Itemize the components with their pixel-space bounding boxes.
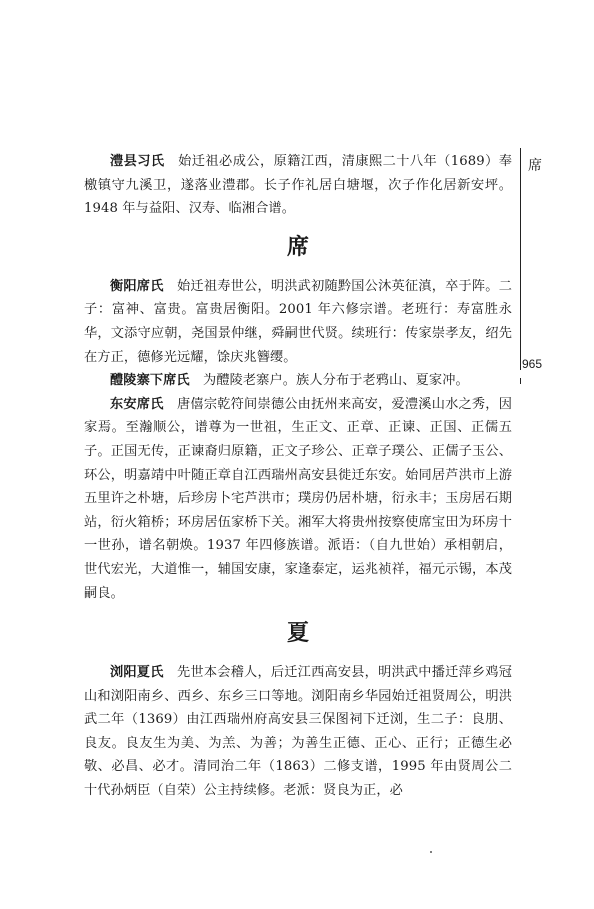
clan-name: 澧县习氏 — [110, 154, 165, 169]
surname-heading: 夏 — [286, 621, 310, 647]
genealogy-entry — [84, 275, 512, 369]
genealogy-entry — [84, 661, 512, 803]
genealogy-entry — [84, 150, 512, 221]
clan-name: 醴陵寨下席氏 — [110, 373, 190, 389]
clan-description: 始迁祖必成公，原籍江西，清康熙二十八年（1689）奉檄镇守九溪卫，遂落业澧郡。长子作礼居白塘堰，次子作化居新安坪。1948 年与益阳、汉寿、临湘合谱。 — [84, 154, 512, 217]
scan-speck — [430, 851, 432, 853]
margin-rule-lower — [520, 378, 521, 384]
page-number: 965 — [522, 357, 543, 371]
genealogy-entry — [84, 393, 512, 605]
clan-description: 为醴陵老寨户。族人分布于老鸦山、夏家冲。 — [203, 373, 469, 389]
genealogy-entry — [84, 369, 512, 393]
clan-description: 始迁祖寿世公，明洪武初随黔国公沐英征滇，卒于阵。二子：富神、富贵。富贵居衡阳。2001 年六修宗谱。老班行：寿富胜永华，文添守应朝，尧国景仲继，舜嗣世代贤。续班行：传家崇孝友，绍先在方正，德修光远耀，馀庆兆簪缨。 — [84, 278, 512, 365]
surname-heading: 席 — [286, 234, 310, 260]
running-head: 席 — [528, 158, 542, 174]
clan-description: 先世本会稽人，后迁江西高安县，明洪武中播迁萍乡鸡冠山和浏阳南乡、西乡、东乡三口等地。浏阳南乡华园始迁祖贤周公，明洪武二年（1369）由江西瑞州府高安县三保图祠下迁浏，生二子：良朋、良友。良友生为美、为羔、为善；为善生正德、正心、正行；正德生必敬、必昌、必才。清同治二年（1863）二修支谱，1995 年由贤周公二十代孙炳臣（自荣）公主持续修。老派：贤良为正，必 — [84, 665, 512, 799]
margin-rule — [520, 148, 521, 370]
main-text-column — [84, 150, 512, 803]
clan-name: 浏阳夏氏 — [110, 665, 164, 681]
clan-name: 衡阳席氏 — [110, 278, 164, 294]
clan-name: 东安席氏 — [110, 396, 164, 412]
clan-description: 唐僖宗乾符间崇德公由抚州来高安，爱澧溪山水之秀，因家焉。至瀚顺公，谱尊为一世祖，生正文、正章、正谏、正国、正儒五子。正国无传，正谏裔归原籍，正文子珍公、正章子璞公、正儒子玉公、环公，明嘉靖中叶随正章自江西瑞州高安县徙迁东安。始同居芦洪市上游五里许之朴塘，后珍房卜宅芦洪市；璞房仍居朴塘，衍永丰；玉房居石期站，衍火箱桥；环房居伍家桥下关。湘军大将贵州按察使席宝田为环房十一世孙，谱名朝焕。1937 年四修族谱。派语：（自九世始）承相朝启，世代宏光，大道惟一，辅国安康，家逢泰定，运兆祯祥，福元示锡，本茂嗣良。 — [84, 396, 512, 601]
